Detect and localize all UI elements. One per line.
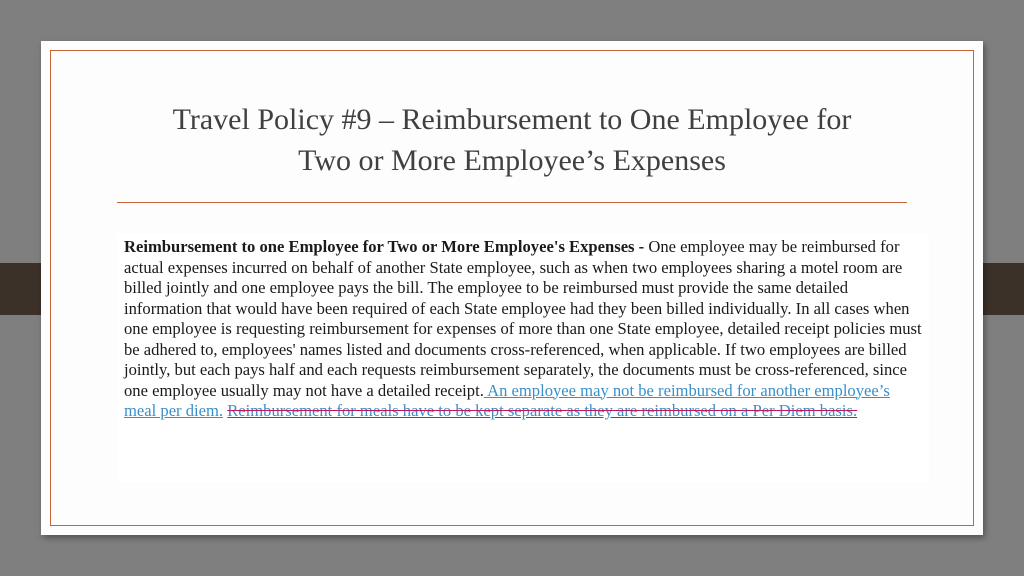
slide-title-line-2: Two or More Employee’s Expenses [298, 144, 726, 177]
slide [41, 41, 983, 535]
policy-paragraph [124, 237, 922, 422]
slide-title-line-1: Travel Policy #9 – Reimbursement to One Employee for [172, 103, 852, 136]
policy-body: One employee may be reimbursed for actual expenses incurred on behalf of another State employee, such as when two employees sharing a motel room are billed jointly and one employee pays the bill. The employee to be reimbursed must provide the same detailed information that would have been required of each State employee had they been billed individually. In all cases when one employee is requesting reimbursement for expenses of more than one State employee, detailed receipt policies must be adhered to, employees' names listed and documents cross-referenced, when applicable. If two employees are billed jointly, but each pays half and each requests reimbursement separately, the documents must be cross-referenced, since one employee usually may not have a detailed receipt. [124, 237, 922, 400]
title-divider [117, 202, 907, 203]
deleted-revision: Reimbursement for meals have to be kept separate as they are reimbursed on a Per Diem basis. [227, 401, 858, 420]
inserted-revision: An employee may not be reimbursed for another employee’s meal per diem. [124, 380, 890, 420]
policy-excerpt [117, 234, 929, 482]
slide-title [101, 99, 923, 181]
policy-heading: Reimbursement to one Employee for Two or More Employee's Expenses - [124, 237, 645, 256]
